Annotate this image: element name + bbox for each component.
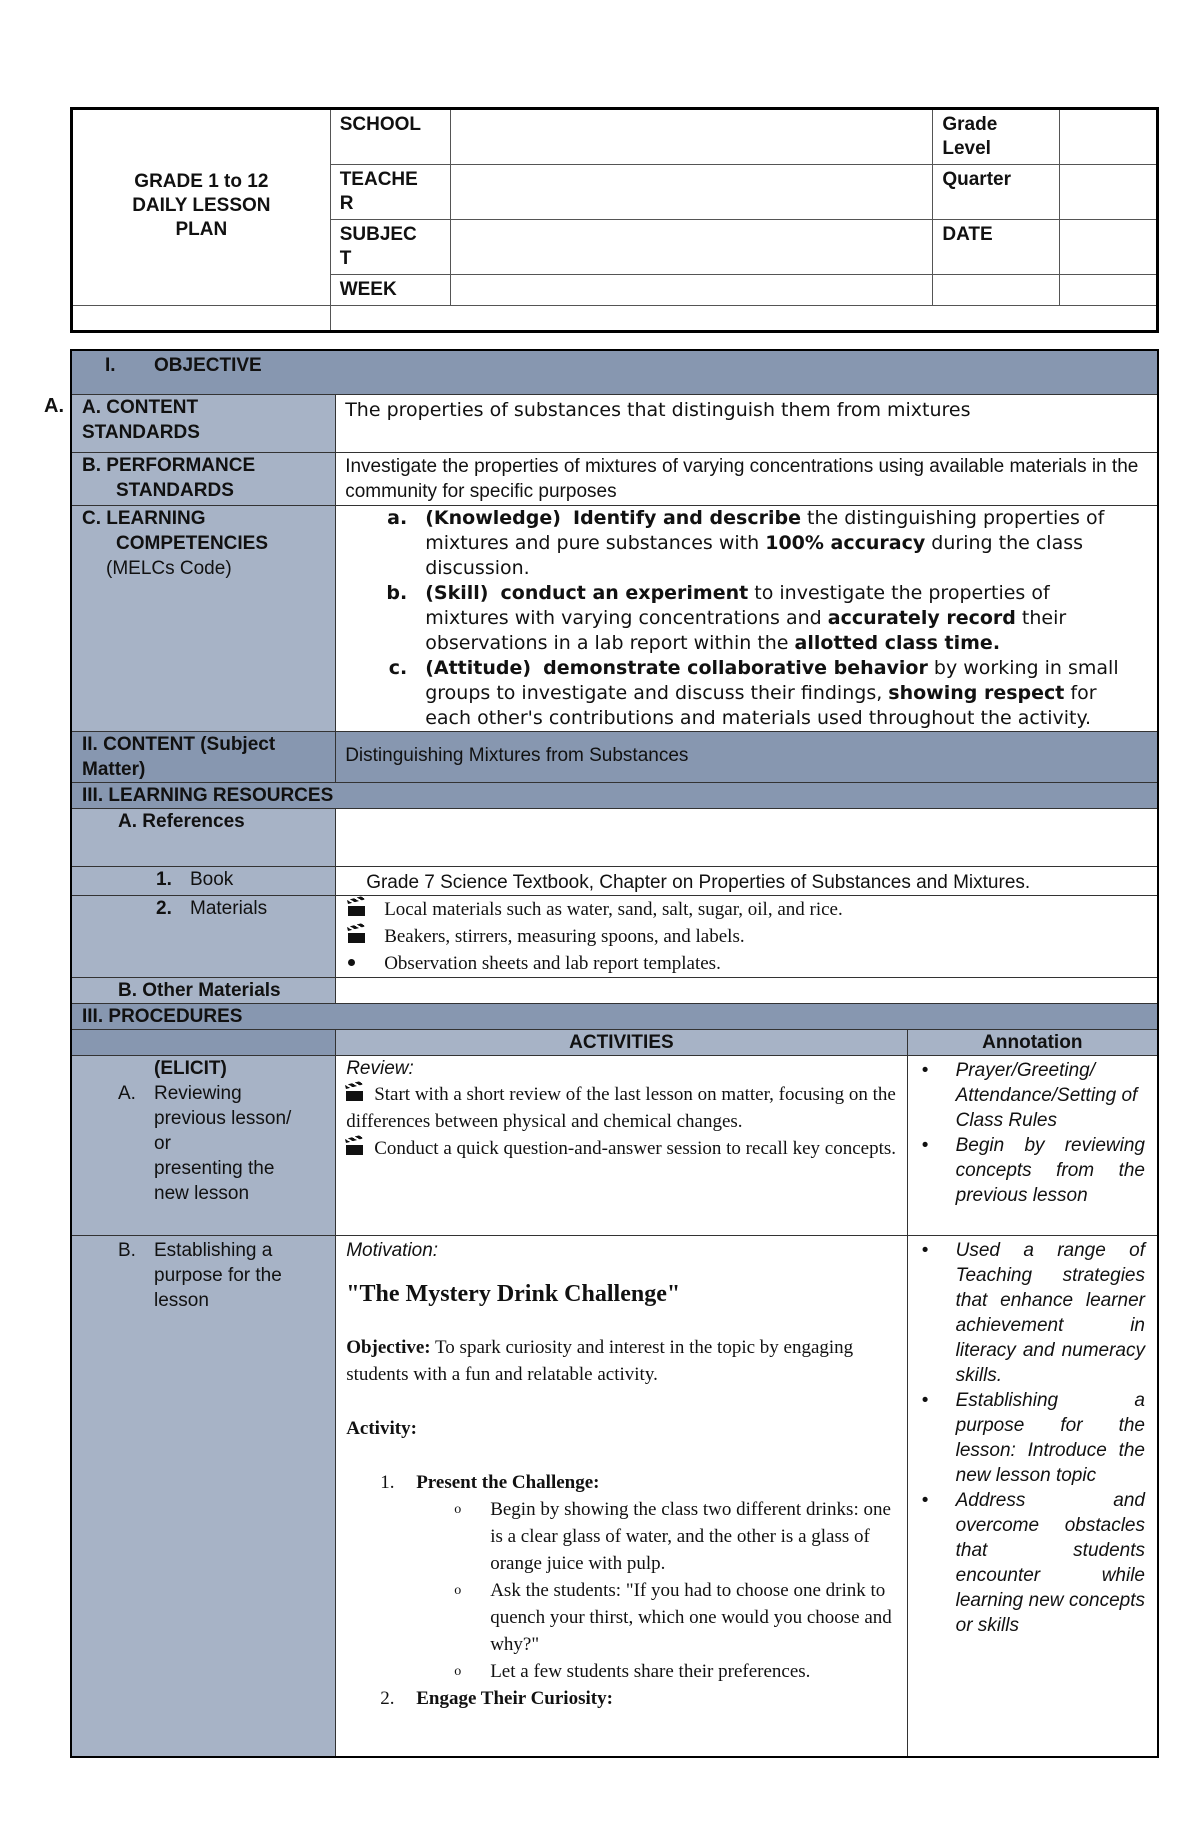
performance-standards-value: Investigate the properties of mixtures of varying concentrations using available materials in the community for specific purposes <box>336 452 1158 505</box>
references-value <box>336 808 1158 866</box>
objective-heading: I. OBJECTIVE <box>71 350 1158 394</box>
school-field[interactable] <box>451 109 933 165</box>
week-label: WEEK <box>330 275 450 306</box>
school-label: SCHOOL <box>330 109 450 165</box>
competency-item: b. (Skill) conduct an experiment to investigate the properties of mixtures with varying concentrations and accurately record their observations in a lab report within the allotted class time. <box>386 581 1067 654</box>
materials-list <box>336 895 1158 977</box>
procedures-heading: III. PROCEDURES <box>71 1003 1158 1029</box>
content-standards-value: The properties of substances that distinguish them from mixtures <box>336 394 1158 452</box>
side-marker: A. <box>44 395 64 417</box>
date-field[interactable] <box>1059 220 1157 275</box>
week-extra-field[interactable] <box>933 275 1059 306</box>
resources-heading: III. LEARNING RESOURCES <box>71 782 1158 808</box>
competencies-list <box>336 505 1158 731</box>
performance-standards-label: B. PERFORMANCE STANDARDS <box>71 452 336 505</box>
teacher-field[interactable] <box>451 165 933 220</box>
purpose-activities: Motivation: "The Mystery Drink Challenge" Objective: To spark curiosity and interest in the topic by engaging students with a fun and relatable activity. Activity: 1. Present the Challenge: o Begin by showing the class two different drinks: one is a clear glass of water, and the other is a glass of orange juice with pulp. o Ask the students: "If you had to choose one drink to quench your thirst, which one would you choose and why?" o Let a few students share their preferences. 2. Engage Their Curiosity: <box>336 1235 907 1757</box>
purpose-annotations: • Used a range of Teaching strategies that enhance learner achievement in literacy and numeracy skills. • Establishing a purpose for the lesson: Introduce the new lesson topic • Address and overcome obstacles that students encounter while learning new concepts or skills <box>907 1235 1158 1757</box>
plan-title <box>72 109 331 306</box>
elicit-label: (ELICIT) A. Reviewing previous lesson/ or presenting the new lesson <box>71 1055 336 1235</box>
competencies-label: C. LEARNING COMPETENCIES (MELCs Code) <box>71 505 336 731</box>
footer-cell-left <box>72 306 331 332</box>
review-item: Start with a short review of the last lesson on matter, focusing on the differences between physical and chemical changes. <box>346 1083 896 1132</box>
week-extra-field-2[interactable] <box>1059 275 1157 306</box>
other-materials-label: B. Other Materials <box>71 977 336 1003</box>
competency-item: a. (Knowledge) Identify and describe the distinguishing properties of mixtures and pure substances with 100% accuracy during the class discussion. <box>387 506 1105 579</box>
book-value: Grade 7 Science Textbook, Chapter on Properties of Substances and Mixtures. <box>336 866 1158 895</box>
challenge-title: "The Mystery Drink Challenge" <box>346 1280 681 1307</box>
subject-field[interactable] <box>451 220 933 275</box>
date-label: DATE <box>933 220 1059 275</box>
purpose-label: B. Establishing a purpose for the lesson <box>71 1235 336 1757</box>
materials-label: 2. Materials <box>71 895 336 977</box>
sub-item: o Ask the students: "If you had to choose one drink to quench your thirst, which one would you choose and why?" <box>454 1579 892 1655</box>
sub-item: o Let a few students share their preferences. <box>454 1660 811 1682</box>
step-item: 2. Engage Their Curiosity: <box>380 1687 613 1709</box>
grade-level-label: Grade Level <box>933 109 1059 165</box>
quarter-label: Quarter <box>933 165 1059 220</box>
plan-title-line: GRADE 1 to 12 <box>134 171 269 192</box>
teacher-label: TEACHE R <box>330 165 450 220</box>
step-item: 1. Present the Challenge: <box>380 1471 600 1493</box>
content-standards-label: A. CONTENT STANDARDS <box>71 394 336 452</box>
footer-cell-right <box>330 306 1157 332</box>
elicit-annotations: • Prayer/Greeting/ Attendance/Setting of Class Rules • Begin by reviewing concepts from the previous lesson <box>907 1055 1158 1235</box>
material-item: Local materials such as water, sand, salt, sugar, oil, and rice. <box>348 896 1157 923</box>
clapperboard-icon <box>346 1085 364 1101</box>
subject-label: SUBJEC T <box>330 220 450 275</box>
procedures-header-blank <box>71 1029 336 1055</box>
annotation-header: Annotation <box>907 1029 1158 1055</box>
book-label: 1. Book <box>71 866 336 895</box>
competency-item: c. (Attitude) demonstrate collaborative behavior by working in small groups to investigate and discuss their findings, showing respect for each other's contributions and materials used throughout the activity. <box>388 656 1119 729</box>
lesson-plan-body <box>70 349 1159 1758</box>
elicit-activities: Review: Start with a short review of the last lesson on matter, focusing on the differences between physical and chemical changes. Conduct a quick question-and-answer session to recall key concepts. <box>336 1055 907 1235</box>
content-value: Distinguishing Mixtures from Substances <box>336 731 1158 782</box>
week-field[interactable] <box>451 275 933 306</box>
clapperboard-icon <box>348 927 366 943</box>
material-item: Beakers, stirrers, measuring spoons, and labels. <box>348 923 1157 950</box>
other-materials-value <box>336 977 1158 1003</box>
plan-title-line: PLAN <box>175 219 228 240</box>
quarter-field[interactable] <box>1059 165 1157 220</box>
review-item: Conduct a quick question-and-answer session to recall key concepts. <box>346 1135 896 1162</box>
grade-level-field[interactable] <box>1059 109 1157 165</box>
references-label: A. References <box>71 808 336 866</box>
material-item: Observation sheets and lab report templates. <box>348 950 1157 977</box>
plan-title-line: DAILY LESSON <box>132 195 271 216</box>
sub-item: o Begin by showing the class two different drinks: one is a clear glass of water, and the other is a glass of orange juice with pulp. <box>454 1498 891 1574</box>
clapperboard-icon <box>348 900 366 916</box>
clapperboard-icon <box>346 1139 364 1155</box>
activities-header: ACTIVITIES <box>336 1029 907 1055</box>
lesson-plan-header <box>70 107 1159 333</box>
bullet-dot-icon <box>348 959 355 966</box>
content-label: II. CONTENT (Subject Matter) <box>71 731 336 782</box>
